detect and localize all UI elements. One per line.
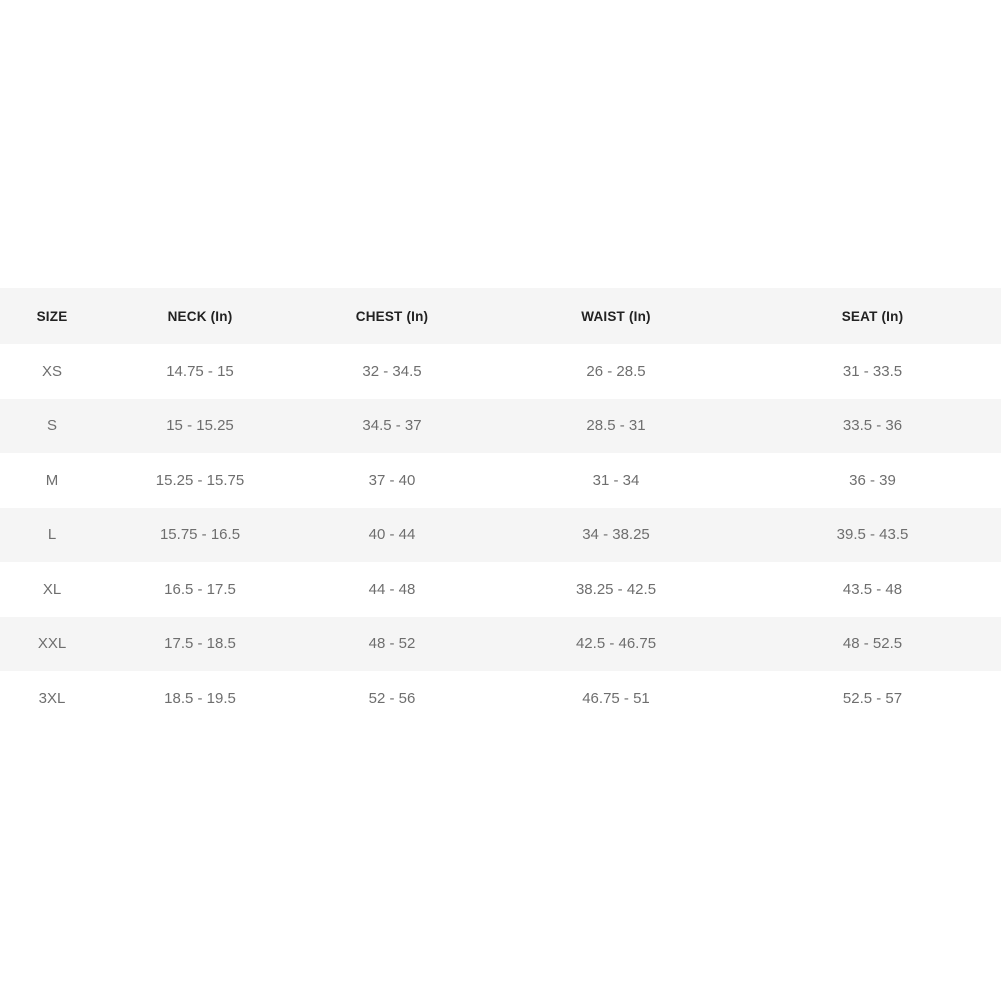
cell-chest: 32 - 34.5 (296, 344, 488, 399)
size-chart-container (0, 288, 1001, 726)
column-header-seat: SEAT (In) (744, 288, 1001, 344)
cell-waist: 31 - 34 (488, 453, 744, 508)
cell-seat: 43.5 - 48 (744, 562, 1001, 617)
cell-seat: 31 - 33.5 (744, 344, 1001, 399)
table-row (0, 671, 1001, 726)
table-header (0, 288, 1001, 344)
cell-size: L (0, 508, 104, 563)
cell-neck: 15.25 - 15.75 (104, 453, 296, 508)
cell-seat: 48 - 52.5 (744, 617, 1001, 672)
cell-chest: 40 - 44 (296, 508, 488, 563)
cell-chest: 52 - 56 (296, 671, 488, 726)
table-row (0, 617, 1001, 672)
cell-neck: 15 - 15.25 (104, 399, 296, 454)
cell-size: XL (0, 562, 104, 617)
cell-waist: 26 - 28.5 (488, 344, 744, 399)
cell-seat: 52.5 - 57 (744, 671, 1001, 726)
cell-waist: 38.25 - 42.5 (488, 562, 744, 617)
cell-chest: 44 - 48 (296, 562, 488, 617)
cell-size: XS (0, 344, 104, 399)
column-header-size: SIZE (0, 288, 104, 344)
cell-seat: 36 - 39 (744, 453, 1001, 508)
cell-size: M (0, 453, 104, 508)
cell-waist: 28.5 - 31 (488, 399, 744, 454)
cell-chest: 48 - 52 (296, 617, 488, 672)
column-header-chest: CHEST (In) (296, 288, 488, 344)
cell-waist: 46.75 - 51 (488, 671, 744, 726)
cell-size: XXL (0, 617, 104, 672)
column-header-neck: NECK (In) (104, 288, 296, 344)
cell-chest: 34.5 - 37 (296, 399, 488, 454)
size-chart-table (0, 288, 1001, 726)
table-row (0, 344, 1001, 399)
cell-neck: 15.75 - 16.5 (104, 508, 296, 563)
column-header-waist: WAIST (In) (488, 288, 744, 344)
table-row (0, 508, 1001, 563)
cell-waist: 42.5 - 46.75 (488, 617, 744, 672)
table-row (0, 399, 1001, 454)
cell-neck: 16.5 - 17.5 (104, 562, 296, 617)
table-row (0, 562, 1001, 617)
cell-waist: 34 - 38.25 (488, 508, 744, 563)
table-body (0, 344, 1001, 726)
table-row (0, 453, 1001, 508)
cell-size: 3XL (0, 671, 104, 726)
cell-neck: 18.5 - 19.5 (104, 671, 296, 726)
cell-neck: 17.5 - 18.5 (104, 617, 296, 672)
cell-chest: 37 - 40 (296, 453, 488, 508)
cell-seat: 39.5 - 43.5 (744, 508, 1001, 563)
cell-size: S (0, 399, 104, 454)
table-header-row (0, 288, 1001, 344)
cell-seat: 33.5 - 36 (744, 399, 1001, 454)
cell-neck: 14.75 - 15 (104, 344, 296, 399)
